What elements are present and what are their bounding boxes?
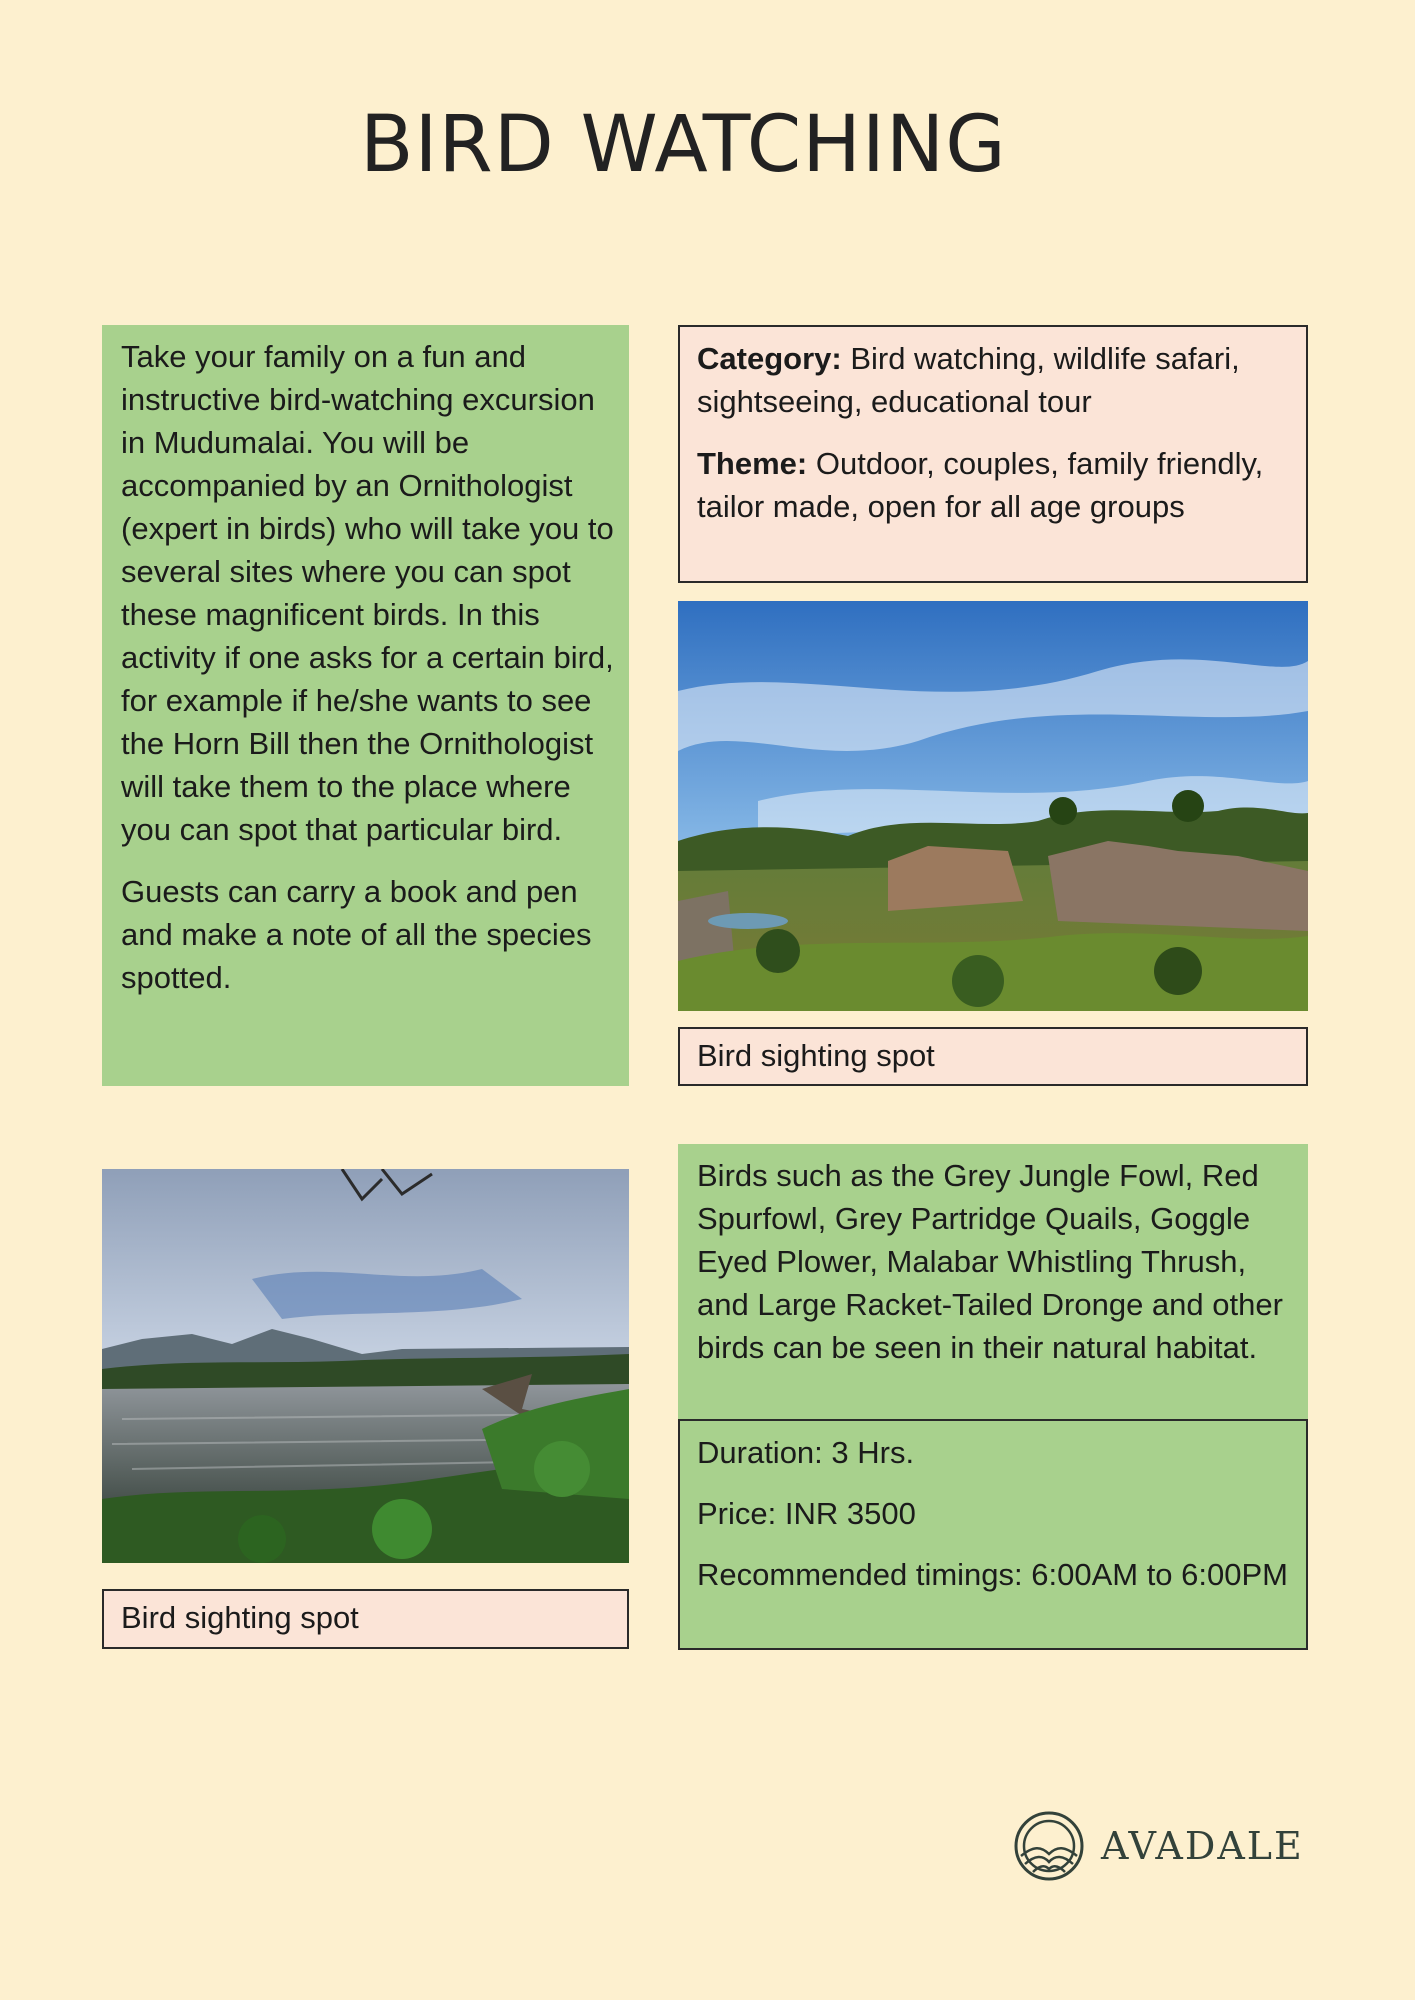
bird-sighting-photo-quarry [678, 601, 1308, 1011]
price-text: Price: INR 3500 [697, 1496, 916, 1531]
category-value: Bird watching, wildlife safari, sightseeing, educational tour [697, 341, 1240, 419]
theme-value: Outdoor, couples, family friendly, tailor made, open for all age groups [697, 446, 1264, 524]
intro-box [102, 325, 629, 1086]
theme-label: Theme: [697, 446, 808, 481]
duration-text: Duration: 3 Hrs. [697, 1435, 915, 1470]
bird-sighting-photo-lake [102, 1169, 629, 1563]
photo-caption-1: Bird sighting spot [678, 1027, 1308, 1086]
category-theme-box [678, 325, 1308, 583]
birds-list-box [678, 1144, 1308, 1419]
category-label: Category: [697, 341, 842, 376]
page-title: BIRD WATCHING [360, 100, 1007, 190]
category-line [697, 337, 1290, 423]
avadale-logo-icon [1013, 1810, 1085, 1882]
timings-text: Recommended timings: 6:00AM to 6:00PM [697, 1557, 1288, 1592]
landscape-photo-2 [102, 1169, 629, 1563]
details-box [678, 1419, 1308, 1650]
intro-paragraph-1: Take your family on a fun and instructive bird-watching excursion in Mudumalai. You will be accompanied by an Ornithologist (expert in birds) who will take you to several sites where you can spot these magnificent birds. In this activity if one asks for a certain bird, for example if he/she wants to see the Horn Bill then the Ornithologist will take them to the place where you can spot that particular bird. [121, 339, 614, 847]
intro-paragraph-2: Guests can carry a book and pen and make a note of all the species spotted. [121, 874, 592, 995]
birds-text: Birds such as the Grey Jungle Fowl, Red Spurfowl, Grey Partridge Quails, Goggle Eyed Plower, Malabar Whistling Thrush, and Large Racket-Tailed Dronge and other birds can be seen in their natural habitat. [697, 1158, 1283, 1365]
photo-caption-2: Bird sighting spot [102, 1589, 629, 1649]
theme-line [697, 442, 1290, 528]
landscape-photo-1 [678, 601, 1308, 1011]
brand-name: AVADALE [1101, 1824, 1304, 1868]
brand-logo [1013, 1810, 1313, 1882]
